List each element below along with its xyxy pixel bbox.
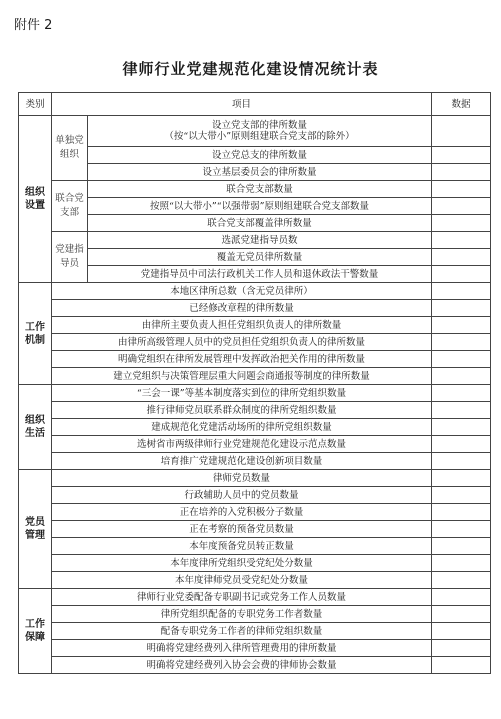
data-cell[interactable] — [432, 164, 491, 181]
subcategory-instructor: 党建指 导员 — [52, 232, 88, 283]
data-cell[interactable] — [432, 266, 491, 283]
item-cell: 由律所高级管理人员中的党员担任党组织负责人的律所数量 — [52, 334, 432, 351]
data-cell[interactable] — [432, 538, 491, 555]
item-cell: 设立党总支的律所数量 — [88, 147, 432, 164]
item-cell: 本年度预备党员转正数量 — [52, 538, 432, 555]
table-row — [19, 215, 491, 232]
item-cell: 推行律师党员联系群众制度的律所党组织数量 — [52, 402, 432, 419]
data-cell[interactable] — [432, 504, 491, 521]
data-cell[interactable] — [432, 453, 491, 470]
item-cell: 设立基层委员会的律所数量 — [88, 164, 432, 181]
data-cell[interactable] — [432, 640, 491, 657]
data-cell[interactable] — [432, 249, 491, 266]
item-cell: 党建指导员中司法行政机关工作人员和退休政法干警数量 — [88, 266, 432, 283]
data-cell[interactable] — [432, 606, 491, 623]
item-cell: 选派党建指导员数 — [88, 232, 432, 249]
document-title: 律师行业党建规范化建设情况统计表 — [122, 60, 379, 78]
table-row — [19, 266, 491, 283]
item-cell: 本年度律所党组织受党纪处分数量 — [52, 555, 432, 572]
data-cell[interactable] — [432, 572, 491, 589]
item-cell: 联合党支部数量 — [88, 181, 432, 198]
table-row — [19, 116, 491, 147]
category-mechanism: 工作 机制 — [19, 283, 52, 385]
item-cell: 配备专职党务工作者的律师党组织数量 — [52, 623, 432, 640]
table-row — [19, 283, 491, 300]
data-cell[interactable] — [432, 521, 491, 538]
table-row — [19, 198, 491, 215]
table-row — [19, 589, 491, 606]
data-cell[interactable] — [432, 470, 491, 487]
data-cell[interactable] — [432, 385, 491, 402]
table-row — [19, 487, 491, 504]
item-cell: 明确将党建经费列入协会会费的律师协会数量 — [52, 657, 432, 674]
table-row — [19, 300, 491, 317]
table-row — [19, 334, 491, 351]
item-cell: 设立党支部的律所数量 （按“以大带小”原则组建联合党支部的除外） — [88, 116, 432, 147]
data-cell[interactable] — [432, 116, 491, 147]
table-row — [19, 147, 491, 164]
data-cell[interactable] — [432, 334, 491, 351]
data-cell[interactable] — [432, 198, 491, 215]
data-cell[interactable] — [432, 623, 491, 640]
table-row — [19, 606, 491, 623]
item-cell: 按照“以大带小”“以强带弱”原则组建联合党支部数量 — [88, 198, 432, 215]
table-row — [19, 385, 491, 402]
header-data: 数据 — [432, 93, 491, 116]
statistics-table — [18, 92, 491, 674]
item-cell: 建立党组织与决策管理层重大问题会商通报等制度的律所数量 — [52, 368, 432, 385]
item-cell: 联合党支部覆盖律所数量 — [88, 215, 432, 232]
item-cell: 明确党组织在律所发展管理中发挥政治把关作用的律所数量 — [52, 351, 432, 368]
data-cell[interactable] — [432, 181, 491, 198]
item-cell: 律所党组织配备的专职党务工作者数量 — [52, 606, 432, 623]
data-cell[interactable] — [432, 351, 491, 368]
table-row — [19, 351, 491, 368]
item-cell: 选树省市两级律师行业党建规范化建设示范点数量 — [52, 436, 432, 453]
data-cell[interactable] — [432, 402, 491, 419]
item-cell: 正在培养的入党积极分子数量 — [52, 504, 432, 521]
data-cell[interactable] — [432, 215, 491, 232]
item-cell: 本年度律师党员受党纪处分数量 — [52, 572, 432, 589]
table-row — [19, 419, 491, 436]
table-row — [19, 538, 491, 555]
data-cell[interactable] — [432, 283, 491, 300]
table-row — [19, 572, 491, 589]
item-cell: 本地区律所总数（含无党员律所） — [52, 283, 432, 300]
attachment-label: 附件 2 — [14, 18, 53, 33]
table-row — [19, 181, 491, 198]
item-cell: 行政辅助人员中的党员数量 — [52, 487, 432, 504]
data-cell[interactable] — [432, 368, 491, 385]
data-cell[interactable] — [432, 317, 491, 334]
data-cell[interactable] — [432, 419, 491, 436]
table-row — [19, 249, 491, 266]
item-cell: 明确将党建经费列入律所管理费用的律所数量 — [52, 640, 432, 657]
header-category: 类别 — [19, 93, 52, 116]
item-cell: 已经修改章程的律所数量 — [52, 300, 432, 317]
table-row — [19, 453, 491, 470]
table-row — [19, 657, 491, 674]
header-item: 项目 — [52, 93, 432, 116]
item-cell: 律师党员数量 — [52, 470, 432, 487]
table-row — [19, 555, 491, 572]
data-cell[interactable] — [432, 232, 491, 249]
data-cell[interactable] — [432, 589, 491, 606]
table-row — [19, 317, 491, 334]
table-row — [19, 402, 491, 419]
table-row — [19, 521, 491, 538]
data-cell[interactable] — [432, 436, 491, 453]
table-row — [19, 164, 491, 181]
item-cell: 正在考察的预备党员数量 — [52, 521, 432, 538]
table-row — [19, 368, 491, 385]
item-cell: 培育推广党建规范化建设创新项目数量 — [52, 453, 432, 470]
table-row — [19, 504, 491, 521]
data-cell[interactable] — [432, 487, 491, 504]
subcategory-joint-branch: 联合党 支部 — [52, 181, 88, 232]
category-org-life: 组织 生活 — [19, 385, 52, 470]
table-row — [19, 640, 491, 657]
table-row — [19, 232, 491, 249]
category-work-guarantee: 工作 保障 — [19, 589, 52, 674]
subcategory-single-party: 单独党 组织 — [52, 116, 88, 181]
item-cell: 覆盖无党员律所数量 — [88, 249, 432, 266]
data-cell[interactable] — [432, 657, 491, 674]
item-cell: 建成规范化党建活动场所的律所党组织数量 — [52, 419, 432, 436]
item-cell: 由律所主要负责人担任党组织负责人的律所数量 — [52, 317, 432, 334]
item-cell: 律师行业党委配备专职副书记或党务工作人员数量 — [52, 589, 432, 606]
table-row — [19, 623, 491, 640]
table-header-row — [19, 93, 491, 116]
data-cell[interactable] — [432, 555, 491, 572]
data-cell[interactable] — [432, 147, 491, 164]
data-cell[interactable] — [432, 300, 491, 317]
category-org-setup: 组织 设置 — [19, 116, 52, 283]
table-row — [19, 436, 491, 453]
table-row — [19, 470, 491, 487]
item-cell: “三会一课”等基本制度落实到位的律所党组织数量 — [52, 385, 432, 402]
category-member-management: 党员 管理 — [19, 470, 52, 589]
